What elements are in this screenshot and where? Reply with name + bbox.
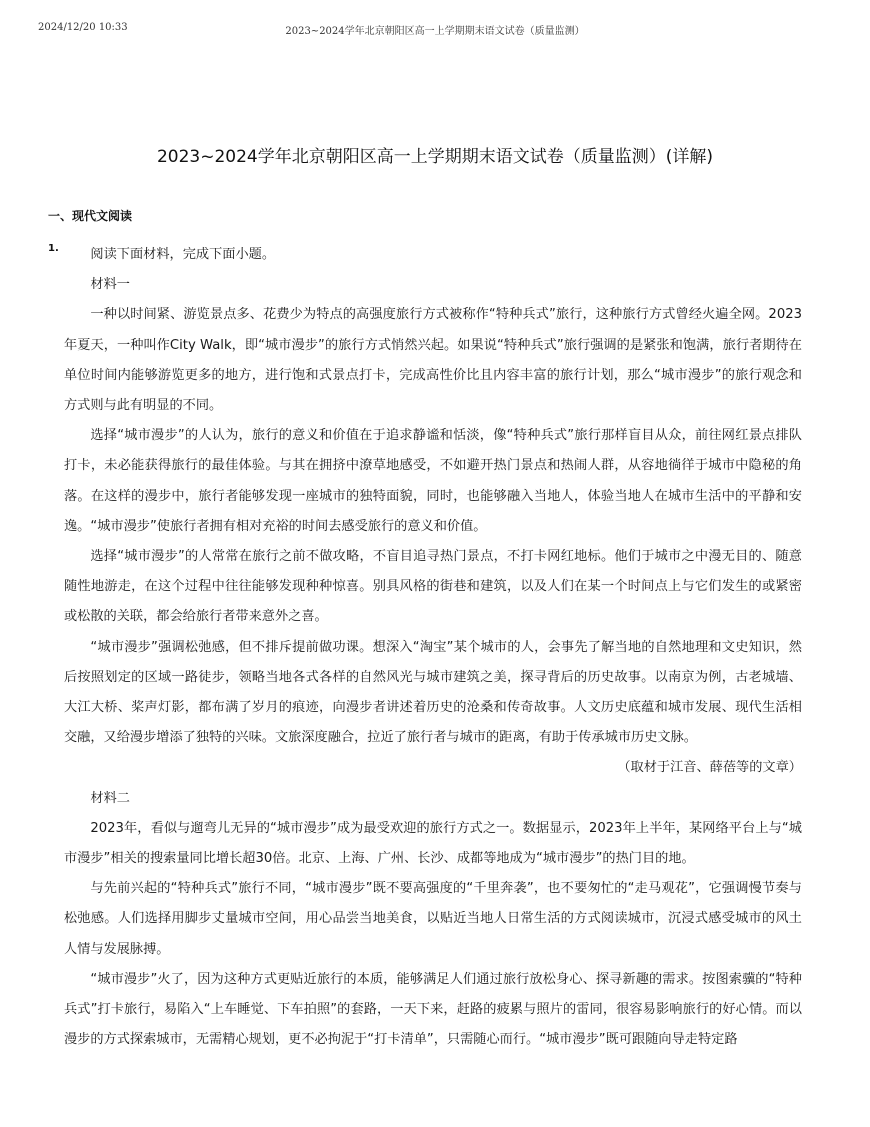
header-title: 2023~2024学年北京朝阳区高一上学期期末语文试卷（质量监测） (285, 26, 585, 37)
material-two-paragraph: 2023年，看似与遛弯儿无异的“城市漫步”成为最受欢迎的旅行方式之一。数据显示，2023年上半年，某网络平台上与“城市漫步”相关的搜索量同比增长超30倍。北京、上海、广州、长沙、成都等地成为“城市漫步”的热门目的地。 (64, 820, 802, 867)
material-two-paragraph: 与先前兴起的“特种兵式”旅行不同，“城市漫步”既不要高强度的“千里奔袭”，也不要匆忙的“走马观花”，它强调慢节奏与松弛感。人们选择用脚步丈量城市空间，用心品尝当地美食，以贴近当地人日常生活的方式阅读城市，沉浸式感受城市的风土人情与发展脉搏。 (64, 881, 802, 957)
material-one-paragraph: “城市漫步”强调松弛感，但不排斥提前做功课。想深入“淘宝”某个城市的人，会事先了解当地的自然地理和文史知识，然后按照划定的区域一路徒步，领略当地各式各样的自然风光与城市建筑之美，探寻背后的历史故事。以南京为例，古老城墙、大江大桥、桨声灯影，都布满了岁月的痕迹，向漫步者讲述着历史的沧桑和传奇故事。人文历史底蕴和城市发展、现代生活相交融，又给漫步增添了独特的兴味。文旅深度融合，拉近了旅行者与城市的距离，有助于传承城市历史文脉。 (64, 639, 802, 746)
material-one-source: （取材于江音、薛蓓等的文章） (617, 760, 802, 776)
print-timestamp: 2024/12/20 10:33 (38, 22, 128, 33)
material-one-label: 材料一 (90, 277, 130, 293)
material-one-paragraph: 选择“城市漫步”的人常常在旅行之前不做攻略，不盲目追寻热门景点，不打卡网红地标。他们于城市之中漫无目的、随意随性地游走，在这个过程中往往能够发现种种惊喜。别具风格的街巷和建筑，以及人们在某一个时间点上与它们发生的或紧密或松散的关联，都会给旅行者带来意外之喜。 (64, 549, 802, 625)
material-one-paragraph: 选择“城市漫步”的人认为，旅行的意义和价值在于追求静谧和恬淡，像“特种兵式”旅行那样盲目从众，前往网红景点排队打卡，未必能获得旅行的最佳体验。与其在拥挤中潦草地感受，不如避开热门景点和热闹人群，从容地徜徉于城市中隐秘的角落。在这样的漫步中，旅行者能够发现一座城市的独特面貌，同时，也能够融入当地人，体验当地人在城市生活中的平静和安逸。“城市漫步”使旅行者拥有相对充裕的时间去感受旅行的意义和价值。 (64, 428, 802, 534)
page-header (0, 20, 870, 36)
section-heading: 一、现代文阅读 (48, 209, 133, 223)
reading-passage (64, 240, 802, 1055)
question-number: 1. (48, 243, 59, 254)
instruction-text: 阅读下面材料，完成下面小题。 (90, 247, 276, 262)
material-one-paragraph: 一种以时间紧、游览景点多、花费少为特点的高强度旅行方式被称作“特种兵式”旅行，这种旅行方式曾经火遍全网。2023年夏天，一种叫作City Walk，即“城市漫步”的旅行方式悄然兴起。如果说“特种兵式”旅行强调的是紧张和饱满，旅行者期待在单位时间内能够游览更多的地方，进行饱和式景点打卡，完成高性价比且内容丰富的旅行计划，那么“城市漫步”的旅行观念和方式则与此有明显的不同。 (64, 307, 802, 414)
material-two-label: 材料二 (90, 790, 130, 806)
material-two-paragraph: “城市漫步”火了，因为这种方式更贴近旅行的本质，能够满足人们通过旅行放松身心、探寻新趣的需求。按图索骥的“特种兵式”打卡旅行，易陷入“上车睡觉、下车拍照”的套路，一天下来，赶路的疲累与照片的雷同，很容易影响旅行的好心情。而以漫步的方式探索城市，无需精心规划，更不必拘泥于“打卡清单”，只需随心而行。“城市漫步”既可跟随向导走特定路 (64, 971, 802, 1048)
document-title: 2023~2024学年北京朝阳区高一上学期期末语文试卷（质量监测）(详解) (156, 147, 714, 167)
